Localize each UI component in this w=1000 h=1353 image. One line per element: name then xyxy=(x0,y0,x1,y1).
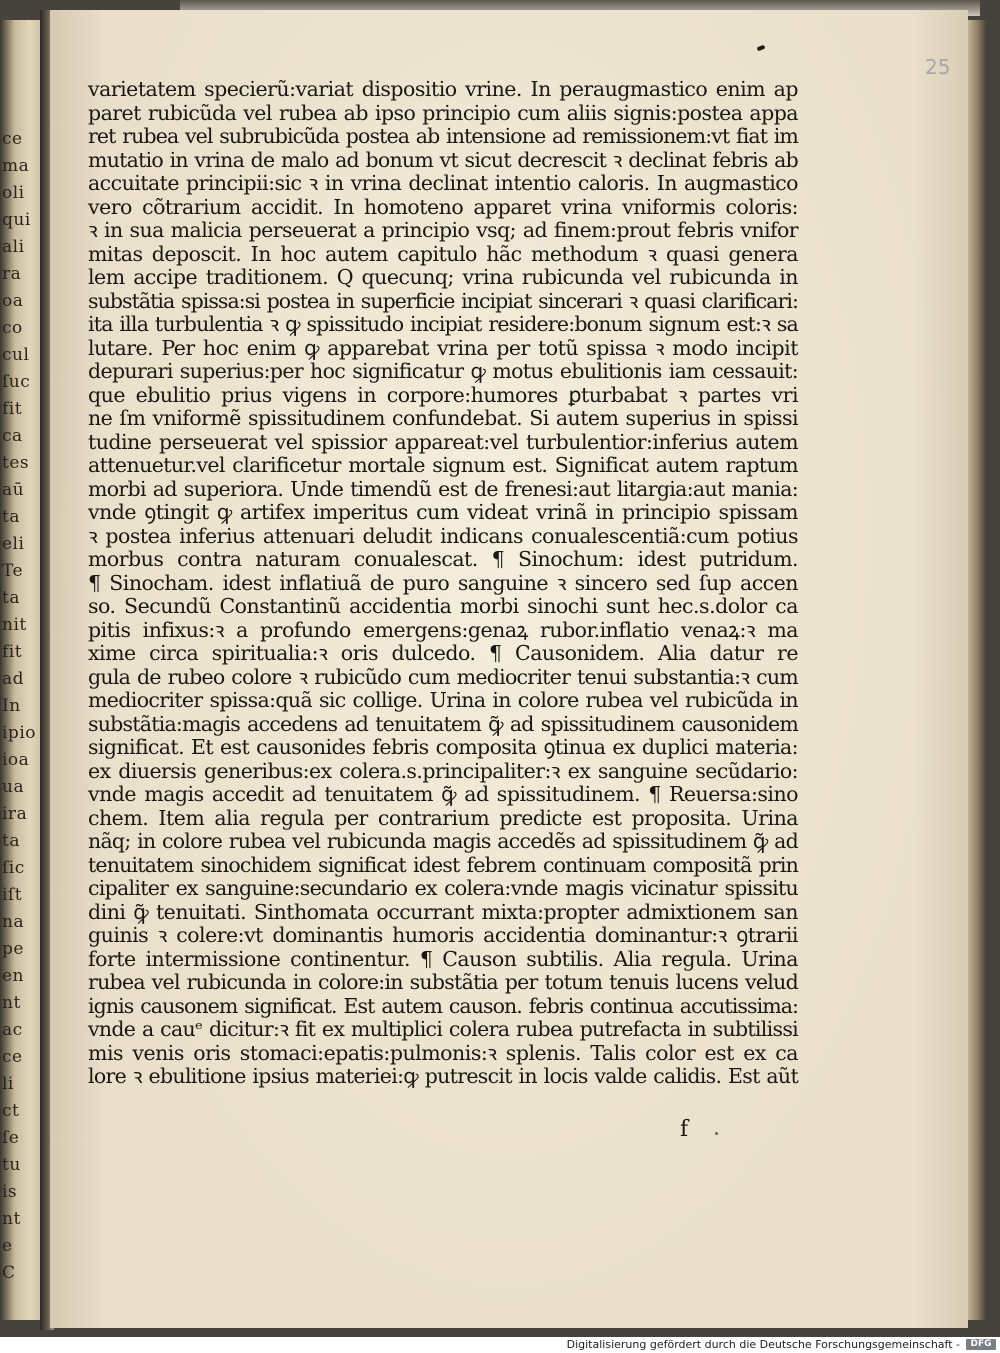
text-line: ¶ Sinocham. idest inflatiuã de puro sanguine ꝛ sincero sed ſup accen xyxy=(88,570,798,595)
facing-page-text: iſt xyxy=(2,885,23,905)
facing-page-text: is xyxy=(2,1182,18,1202)
facing-page-text: ce xyxy=(2,1047,23,1067)
text-line: ne ſm vniformẽ spissitudinem confundebat. Si autem superius in spissi xyxy=(88,406,798,430)
text-line: vero cõtrarium accidit. In homoteno apparet vrina vniformis coloris: xyxy=(88,194,798,219)
facing-page-text: ioa xyxy=(2,750,30,770)
text-column xyxy=(88,78,798,1089)
facing-page-text: oli xyxy=(2,183,25,203)
text-line: mis venis oris stomaci:epatis:pulmonis:ꝛ splenis. Talis color est ex ca xyxy=(88,1040,798,1065)
facing-page-text: ſe xyxy=(2,1128,20,1148)
text-line: forte intermissione continentur. ¶ Causon subtilis. Alia regula. Urina xyxy=(88,946,798,971)
facing-page-text: ta xyxy=(2,588,20,608)
text-line: que ebulitio prius vigens in corpore:humores ꝑturbabat ꝛ partes vri xyxy=(88,382,798,407)
text-line: ignis causonem significat. Est autem causon. febris continua accutissima: xyxy=(88,993,798,1018)
facing-page-text: ct xyxy=(2,1101,20,1121)
text-line: nãq; in colore rubea vel rubicunda magis accedẽs ad spissitudinem ꝙ̃ ad xyxy=(88,829,798,853)
facing-page-text: ta xyxy=(2,831,20,851)
facing-page-text: Te xyxy=(2,561,24,581)
text-line: ꝛ in sua malicia perseuerat a principio vsq; ad finem:prout febris vnifor xyxy=(88,218,798,242)
text-line: pitis infixus:ꝛ a profundo emergens:genaꝝ rubor.inflatio venaꝝ:ꝛ ma xyxy=(88,617,798,642)
text-line: dini ꝙ̃ tenuitati. Sinthomata occurrant mixta:propter admixtionem san xyxy=(88,899,798,924)
text-line: lem accipe traditionem. Q quecunq; vrina rubicunda vel rubicunda in xyxy=(88,265,798,289)
facing-page-text: ad xyxy=(2,669,25,689)
facing-page-text: na xyxy=(2,912,25,932)
text-line: ex diuersis generibus:ex colera.s.principaliter:ꝛ ex sanguine secũdario: xyxy=(88,758,798,783)
text-line: ret rubea vel subrubicũda postea ab intensione ad remissionem:vt fiat im xyxy=(88,124,798,148)
facing-page-text: oa xyxy=(2,291,24,311)
text-line: lore ꝛ ebulitione ipsius materiei:ꝙ putrescit in locis valde calidis. Est aũt xyxy=(88,1064,798,1088)
facing-page-text: tes xyxy=(2,453,30,473)
facing-page-text: en xyxy=(2,966,25,986)
text-line: substãtia spissa:si postea in superficie incipiat sincerari ꝛ quasi clarificari: xyxy=(88,288,798,313)
facing-page-text: ra xyxy=(2,264,22,284)
text-line: varietatem specierũ:variat dispositio vrine. In peraugmastico enim ap xyxy=(88,77,798,101)
funding-credit: Digitalisierung gefördert durch die Deutsche Forschungsgemeinschaft - xyxy=(566,1338,960,1351)
text-line: rubea vel rubicunda in colore:in substãtia per totum tenuis lucens velud xyxy=(88,970,798,994)
facing-page-text: pe xyxy=(2,939,24,959)
text-line: mitas deposcit. In hoc autem capitulo hãc methodum ꝛ quasi genera xyxy=(88,241,798,266)
facing-page-fragment xyxy=(0,20,42,1320)
text-line: tudine perseuerat vel spissior appareat:vel turbulentior:inferius autem xyxy=(88,429,798,454)
digitization-footer xyxy=(0,1337,1000,1353)
facing-page-text: fit xyxy=(2,642,23,662)
facing-page-text: In xyxy=(2,696,21,716)
text-line: vnde ꝯtingit ꝙ artifex imperitus cum videat vrinã in principio spissam xyxy=(88,500,798,524)
facing-page-text: ali xyxy=(2,237,25,257)
facing-page-text: ta xyxy=(2,507,20,527)
facing-page-text: fit xyxy=(2,399,23,419)
facing-page-text: ua xyxy=(2,777,25,797)
facing-page-text: ſic xyxy=(2,858,25,878)
facing-page-text: ac xyxy=(2,1020,23,1040)
facing-page-text: ira xyxy=(2,804,28,824)
facing-page-text: cul xyxy=(2,345,30,365)
text-line: mutatio in vrina de malo ad bonum vt sicut decrescit ꝛ declinat febris ab xyxy=(88,147,798,172)
facing-page-text: nt xyxy=(2,1209,21,1229)
text-line: xime circa spiritualia:ꝛ oris dulcedo. ¶ Causonidem. Alia datur re xyxy=(88,641,798,665)
text-line: ita illa turbulentia ꝛ ꝙ spissitudo incipiat residere:bonum signum est:ꝛ sa xyxy=(88,312,798,336)
folio-number: 25 xyxy=(925,55,951,79)
signature-mark: f xyxy=(680,1117,689,1142)
facing-page-text: tu xyxy=(2,1155,21,1175)
facing-page-text: nit xyxy=(2,615,27,635)
text-line: significat. Et est causonides febris composita ꝯtinua ex duplici materia: xyxy=(88,735,798,759)
page-stack-edge xyxy=(966,20,986,1320)
text-line: vnde magis accedit ad tenuitatem ꝙ̃ ad spissitudinem. ¶ Reuersa:sino xyxy=(88,782,798,806)
text-line: vnde a cauᵉ dicitur:ꝛ fit ex multiplici colera rubea putrefacta in subtilissi xyxy=(88,1017,798,1041)
text-line: chem. Item alia regula per contrarium predicte est proposita. Urina xyxy=(88,805,798,830)
text-line: attenuetur.vel clarificetur mortale signum est. Significat autem raptum xyxy=(88,453,798,477)
facing-page-text: e xyxy=(2,1236,13,1256)
facing-page-text: nt xyxy=(2,993,21,1013)
text-line: cipaliter ex sanguine:secundario ex colera:vnde magis vicinatur spissitu xyxy=(88,876,798,900)
facing-page-text: co xyxy=(2,318,23,338)
text-line: morbus contra naturam conualescat. ¶ Sinochum: idest putridum. xyxy=(88,547,798,571)
text-line: guinis ꝛ colere:vt dominantis humoris accidentia dominantur:ꝛ ꝯtrarii xyxy=(88,923,798,947)
facing-page-text: aū xyxy=(2,480,25,500)
text-line: tenuitatem sinochidem significat idest febrem continuam compositã prin xyxy=(88,852,798,877)
facing-page-text: qui xyxy=(2,210,31,230)
text-line: morbi ad superiora. Unde timendũ est de frenesi:aut litargia:aut mania: xyxy=(88,476,798,501)
facing-page-text: ca xyxy=(2,426,23,446)
ink-speck xyxy=(715,1132,718,1135)
text-line: mediocriter spissa:quã sic collige. Urina in colore rubea vel rubicũda in xyxy=(88,688,798,712)
text-line: lutare. Per hoc enim ꝙ apparebat vrina per totũ spissa ꝛ modo incipit xyxy=(88,335,798,360)
text-line: depurari superius:per hoc significatur ꝙ motus ebulitionis iam cessauit: xyxy=(88,359,798,383)
facing-page-text: ma xyxy=(2,156,30,176)
facing-page-text: C xyxy=(2,1263,16,1283)
facing-page-text: li xyxy=(2,1074,14,1094)
text-line: substãtia:magis accedens ad tenuitatem ꝙ̃ ad spissitudinem causonidem xyxy=(88,711,798,736)
text-line: accuitate principii:sic ꝛ in vrina declinat intentio caloris. In augmastico xyxy=(88,171,798,195)
text-line: paret rubicũda vel rubea ab ipso principio cum aliis signis:postea appa xyxy=(88,100,798,125)
text-line: ꝛ postea inferius attenuari deludit indicans conualescentiã:cum potius xyxy=(88,523,798,548)
facing-page-text: ce xyxy=(2,129,23,149)
text-line: gula de rubeo colore ꝛ rubicũdo cum mediocriter tenui substantia:ꝛ cum xyxy=(88,664,798,689)
text-line: so. Secundũ Constantinũ accidentia morbi sinochi sunt hec.s.dolor ca xyxy=(88,594,798,618)
dfg-logo: DFG xyxy=(966,1339,996,1350)
facing-page-text: ipio xyxy=(2,723,36,743)
facing-page-text: ſuc xyxy=(2,372,31,392)
facing-page-text: eli xyxy=(2,534,25,554)
